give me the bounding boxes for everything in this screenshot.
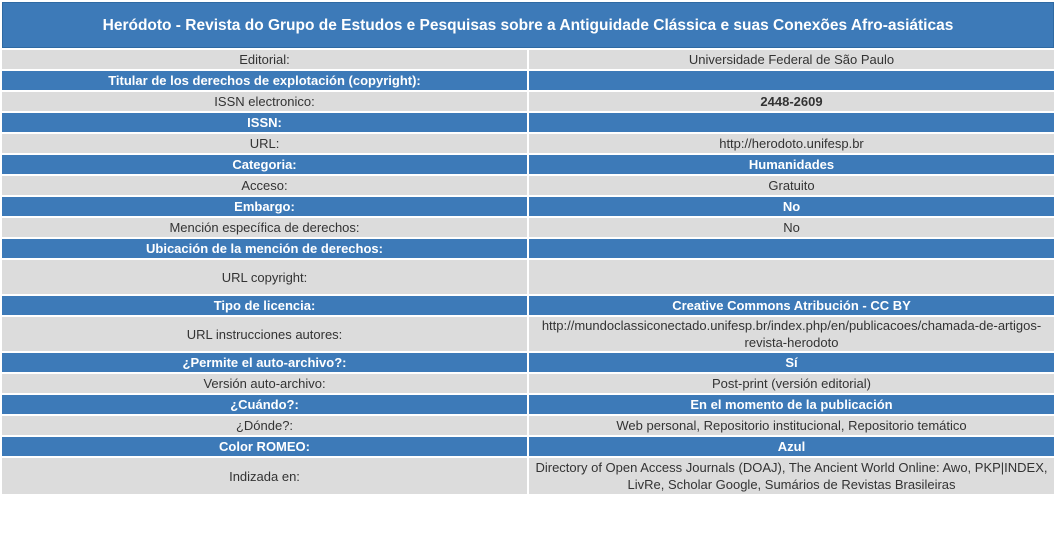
label-where: ¿Dónde?: bbox=[2, 416, 527, 435]
value-where: Web personal, Repositorio institucional, Repositorio temático bbox=[529, 416, 1054, 435]
row-romeo-color bbox=[2, 437, 1054, 456]
label-issn: ISSN: bbox=[2, 113, 527, 132]
row-copyright-holder bbox=[2, 71, 1054, 90]
label-when: ¿Cuándo?: bbox=[2, 395, 527, 414]
row-rights-mention bbox=[2, 218, 1054, 237]
label-self-archive: ¿Permite el auto-archivo?: bbox=[2, 353, 527, 372]
row-when bbox=[2, 395, 1054, 414]
label-author-instructions: URL instrucciones autores: bbox=[2, 317, 527, 351]
value-romeo-color: Azul bbox=[529, 437, 1054, 456]
label-url: URL: bbox=[2, 134, 527, 153]
value-category: Humanidades bbox=[529, 155, 1054, 174]
row-indexed-in bbox=[2, 458, 1054, 494]
row-issn-electronic bbox=[2, 92, 1054, 111]
row-archive-version bbox=[2, 374, 1054, 393]
value-copyright-holder bbox=[529, 71, 1054, 90]
row-issn bbox=[2, 113, 1054, 132]
row-editorial bbox=[2, 50, 1054, 69]
value-issn-electronic: 2448-2609 bbox=[529, 92, 1054, 111]
value-license-type: Creative Commons Atribución - CC BY bbox=[529, 296, 1054, 315]
row-license-type bbox=[2, 296, 1054, 315]
label-indexed-in: Indizada en: bbox=[2, 458, 527, 494]
row-author-instructions bbox=[2, 317, 1054, 351]
label-url-copyright: URL copyright: bbox=[2, 260, 527, 294]
value-url-copyright bbox=[529, 260, 1054, 294]
label-license-type: Tipo de licencia: bbox=[2, 296, 527, 315]
row-rights-location bbox=[2, 239, 1054, 258]
value-when: En el momento de la publicación bbox=[529, 395, 1054, 414]
value-rights-location bbox=[529, 239, 1054, 258]
row-access bbox=[2, 176, 1054, 195]
label-category: Categoria: bbox=[2, 155, 527, 174]
value-issn bbox=[529, 113, 1054, 132]
value-indexed-in: Directory of Open Access Journals (DOAJ), The Ancient World Online: Awo, PKP|INDEX, LivRe, Scholar Google, Sumários de Revistas Brasileiras bbox=[529, 458, 1054, 494]
value-access: Gratuito bbox=[529, 176, 1054, 195]
value-archive-version: Post-print (versión editorial) bbox=[529, 374, 1054, 393]
journal-title: Heródoto - Revista do Grupo de Estudos e Pesquisas sobre a Antiguidade Clássica e suas Conexões Afro-asiáticas bbox=[2, 2, 1054, 48]
label-issn-electronic: ISSN electronico: bbox=[2, 92, 527, 111]
label-archive-version: Versión auto-archivo: bbox=[2, 374, 527, 393]
row-category bbox=[2, 155, 1054, 174]
value-url[interactable]: http://herodoto.unifesp.br bbox=[529, 134, 1054, 153]
value-self-archive: Sí bbox=[529, 353, 1054, 372]
label-embargo: Embargo: bbox=[2, 197, 527, 216]
value-embargo: No bbox=[529, 197, 1054, 216]
title-row bbox=[2, 2, 1054, 48]
value-rights-mention: No bbox=[529, 218, 1054, 237]
value-editorial: Universidade Federal de São Paulo bbox=[529, 50, 1054, 69]
row-where bbox=[2, 416, 1054, 435]
row-self-archive bbox=[2, 353, 1054, 372]
row-url-copyright bbox=[2, 260, 1054, 294]
label-editorial: Editorial: bbox=[2, 50, 527, 69]
row-url bbox=[2, 134, 1054, 153]
label-access: Acceso: bbox=[2, 176, 527, 195]
label-copyright-holder: Titular de los derechos de explotación (copyright): bbox=[2, 71, 527, 90]
label-rights-mention: Mención específica de derechos: bbox=[2, 218, 527, 237]
row-embargo bbox=[2, 197, 1054, 216]
label-rights-location: Ubicación de la mención de derechos: bbox=[2, 239, 527, 258]
label-romeo-color: Color ROMEO: bbox=[2, 437, 527, 456]
value-author-instructions[interactable]: http://mundoclassiconectado.unifesp.br/index.php/en/publicacoes/chamada-de-artigos-revista-herodoto bbox=[529, 317, 1054, 351]
